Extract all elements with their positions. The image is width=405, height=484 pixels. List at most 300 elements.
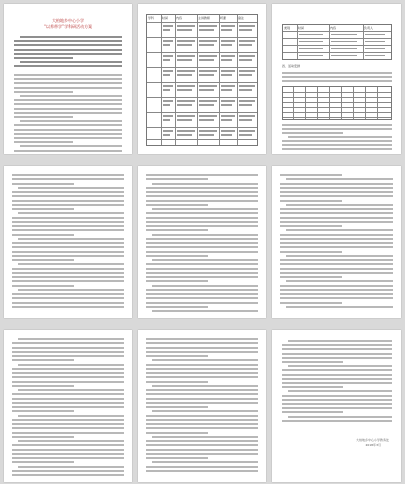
text-line bbox=[146, 338, 258, 340]
table-cell-text bbox=[221, 59, 232, 61]
text-line bbox=[146, 389, 258, 391]
text-line bbox=[12, 276, 124, 278]
text-line bbox=[12, 246, 124, 248]
text-line bbox=[282, 353, 392, 355]
table-row-divider bbox=[283, 45, 391, 46]
signature-organization: 大柏地乡中心小学教务处 bbox=[355, 438, 389, 442]
text-line bbox=[14, 40, 122, 42]
table-cell-text bbox=[299, 41, 323, 43]
text-line bbox=[18, 238, 124, 240]
text-line bbox=[146, 368, 258, 370]
table-cell-text bbox=[177, 25, 195, 27]
text-line bbox=[14, 74, 122, 76]
text-line bbox=[280, 263, 393, 265]
text-line bbox=[282, 132, 343, 134]
text-line bbox=[12, 398, 124, 400]
table-cell-text bbox=[221, 55, 235, 57]
text-line bbox=[146, 174, 258, 176]
text-line bbox=[146, 195, 258, 197]
text-line bbox=[282, 411, 343, 413]
text-line bbox=[280, 212, 393, 214]
text-line bbox=[286, 306, 393, 308]
table-header-cell: 负责人 bbox=[364, 26, 374, 30]
table-row-divider bbox=[147, 127, 257, 128]
table-cell-text bbox=[221, 70, 235, 72]
text-line bbox=[12, 195, 124, 197]
text-line bbox=[280, 217, 393, 219]
table-cell-text bbox=[163, 29, 170, 31]
table-row-divider bbox=[283, 97, 391, 98]
text-line bbox=[20, 61, 122, 63]
text-line bbox=[12, 372, 124, 374]
text-line bbox=[18, 289, 124, 291]
text-line bbox=[146, 276, 258, 278]
text-line bbox=[280, 285, 393, 287]
document-page-1 bbox=[4, 4, 132, 154]
text-line bbox=[146, 293, 258, 295]
text-line bbox=[146, 251, 258, 253]
text-line bbox=[280, 238, 393, 240]
text-line bbox=[146, 268, 258, 270]
text-line bbox=[14, 124, 122, 126]
table-row-divider bbox=[147, 97, 257, 98]
table-cell-text bbox=[239, 89, 252, 91]
table-cell-text bbox=[177, 70, 195, 72]
text-line bbox=[282, 348, 392, 350]
text-line bbox=[146, 297, 258, 299]
table-cell-text bbox=[163, 59, 170, 61]
table-row-divider bbox=[283, 38, 391, 39]
text-line bbox=[14, 87, 122, 89]
text-line bbox=[14, 133, 122, 135]
text-line bbox=[18, 440, 124, 442]
table-header-cell: 时间 bbox=[298, 26, 305, 30]
table-cell-text bbox=[239, 115, 255, 117]
text-line bbox=[18, 338, 124, 340]
page-subtitle: “以养带学”学科研活动方案 bbox=[43, 24, 93, 29]
text-line bbox=[12, 457, 124, 459]
table-cell-text bbox=[177, 119, 192, 121]
text-line bbox=[12, 368, 124, 370]
text-line bbox=[146, 242, 258, 244]
text-line bbox=[280, 293, 393, 295]
table-cell-text bbox=[199, 119, 214, 121]
table-cell-text bbox=[177, 59, 192, 61]
text-line bbox=[12, 376, 124, 378]
text-line bbox=[12, 174, 124, 176]
document-page-5 bbox=[138, 166, 266, 318]
text-line bbox=[14, 112, 122, 114]
text-line bbox=[12, 293, 124, 295]
table-column-divider bbox=[175, 15, 176, 145]
text-line bbox=[280, 289, 393, 291]
table-cell-text bbox=[221, 40, 235, 42]
table-cell-text bbox=[163, 119, 170, 121]
text-line bbox=[146, 381, 208, 383]
table-cell-text bbox=[239, 134, 252, 136]
text-line bbox=[146, 440, 258, 442]
text-line bbox=[280, 302, 342, 304]
table-cell-text bbox=[239, 70, 255, 72]
table-cell-text bbox=[163, 40, 173, 42]
text-line bbox=[282, 144, 392, 146]
text-line bbox=[12, 178, 124, 180]
table-cell-text bbox=[177, 40, 195, 42]
text-line bbox=[286, 280, 393, 282]
text-line bbox=[282, 80, 392, 82]
table-cell-text bbox=[221, 85, 235, 87]
text-line bbox=[146, 229, 208, 231]
table-cell-text bbox=[163, 89, 170, 91]
text-line bbox=[152, 259, 258, 261]
text-line bbox=[12, 251, 124, 253]
section-heading: 四、活动安排 bbox=[282, 64, 301, 68]
table-cell-text bbox=[177, 55, 195, 57]
text-line bbox=[12, 347, 124, 349]
table-cell-text bbox=[199, 70, 217, 72]
text-line bbox=[288, 390, 392, 392]
text-line bbox=[152, 183, 258, 185]
document-page-9 bbox=[272, 330, 401, 482]
text-line bbox=[286, 229, 393, 231]
text-line bbox=[146, 204, 208, 206]
table-cell-text bbox=[199, 115, 217, 117]
table-cell-text bbox=[163, 74, 170, 76]
text-line bbox=[12, 280, 124, 282]
table-header-cell: 听课 bbox=[220, 16, 227, 20]
table-header-cell: 主讲教师 bbox=[198, 16, 211, 20]
text-line bbox=[18, 415, 124, 417]
text-line bbox=[20, 145, 122, 147]
table-cell-text bbox=[221, 89, 232, 91]
text-line bbox=[152, 359, 258, 361]
text-line bbox=[12, 234, 74, 236]
text-line bbox=[280, 225, 342, 227]
text-line bbox=[12, 470, 124, 472]
text-line bbox=[280, 259, 393, 261]
text-line bbox=[18, 263, 124, 265]
text-line bbox=[288, 340, 392, 342]
table-row-divider bbox=[283, 52, 391, 53]
table-header-cell: 内容 bbox=[330, 26, 337, 30]
text-line bbox=[152, 285, 258, 287]
text-line bbox=[12, 385, 74, 387]
signature-date: 2018年3月 bbox=[365, 443, 381, 447]
table-cell-text bbox=[239, 40, 255, 42]
score-table bbox=[282, 86, 392, 120]
text-line bbox=[286, 255, 393, 257]
text-line bbox=[12, 436, 74, 438]
table-header-cell: 类别 bbox=[284, 26, 291, 30]
text-line bbox=[280, 251, 342, 253]
text-line bbox=[280, 183, 393, 185]
text-line bbox=[282, 378, 392, 380]
table-cell-text bbox=[221, 104, 232, 106]
document-page-3 bbox=[272, 4, 401, 154]
text-line bbox=[14, 103, 122, 105]
text-line bbox=[282, 148, 392, 150]
text-line bbox=[152, 208, 258, 210]
text-line bbox=[152, 410, 258, 412]
text-line bbox=[146, 238, 258, 240]
text-line bbox=[12, 444, 124, 446]
text-line bbox=[280, 208, 393, 210]
text-line bbox=[12, 268, 124, 270]
table-cell-text bbox=[331, 41, 357, 43]
text-line bbox=[12, 351, 124, 353]
text-line bbox=[146, 415, 258, 417]
text-line bbox=[12, 359, 74, 361]
table-cell-text bbox=[365, 48, 385, 50]
table-cell-text bbox=[239, 44, 252, 46]
table-header-cell: 时间 bbox=[162, 16, 169, 20]
text-line bbox=[282, 382, 392, 384]
table-cell-text bbox=[331, 48, 357, 50]
text-line bbox=[280, 272, 393, 274]
table-cell-text bbox=[365, 55, 385, 57]
table-row-divider bbox=[147, 37, 257, 38]
text-line bbox=[14, 49, 122, 51]
table-row-divider bbox=[147, 22, 257, 23]
text-line bbox=[280, 200, 342, 202]
text-line bbox=[12, 200, 124, 202]
text-line bbox=[282, 407, 392, 409]
text-line bbox=[18, 389, 124, 391]
text-line bbox=[12, 191, 124, 193]
text-line bbox=[146, 355, 208, 357]
text-line bbox=[14, 108, 122, 110]
text-line bbox=[18, 187, 124, 189]
text-line bbox=[12, 449, 124, 451]
text-line bbox=[286, 178, 393, 180]
text-line bbox=[146, 221, 258, 223]
table-cell-text bbox=[163, 100, 173, 102]
text-line bbox=[12, 427, 124, 429]
table-cell-text bbox=[163, 55, 173, 57]
table-row-divider bbox=[147, 139, 257, 140]
text-line bbox=[146, 470, 258, 472]
table-cell-text bbox=[163, 70, 173, 72]
text-line bbox=[282, 128, 392, 130]
table-cell-text bbox=[221, 29, 232, 31]
table-cell-text bbox=[163, 104, 170, 106]
text-line bbox=[12, 410, 74, 412]
text-line bbox=[146, 246, 258, 248]
text-line bbox=[282, 403, 392, 405]
table-cell-text bbox=[177, 85, 195, 87]
table-cell-text bbox=[239, 130, 255, 132]
document-page-8 bbox=[138, 330, 266, 482]
text-line bbox=[146, 449, 258, 451]
text-line bbox=[146, 306, 208, 308]
text-line bbox=[282, 399, 392, 401]
table-header-cell: 学科 bbox=[148, 16, 155, 20]
text-line bbox=[288, 136, 392, 138]
table-cell-text bbox=[163, 25, 173, 27]
table-cell-text bbox=[331, 55, 357, 57]
text-line bbox=[12, 297, 124, 299]
text-line bbox=[18, 212, 124, 214]
text-line bbox=[146, 376, 258, 378]
table-cell-text bbox=[199, 85, 217, 87]
text-line bbox=[152, 234, 258, 236]
text-line bbox=[152, 461, 258, 463]
text-line bbox=[146, 200, 258, 202]
table-row-divider bbox=[283, 112, 391, 113]
text-line bbox=[146, 342, 258, 344]
text-line bbox=[14, 150, 122, 152]
text-line bbox=[146, 289, 258, 291]
table-cell-text bbox=[199, 59, 214, 61]
text-line bbox=[12, 208, 74, 210]
text-line bbox=[282, 361, 343, 363]
document-page-6 bbox=[272, 166, 401, 318]
text-line bbox=[12, 342, 124, 344]
text-line bbox=[282, 420, 392, 422]
text-line bbox=[282, 76, 392, 78]
table-cell-text bbox=[177, 29, 192, 31]
text-line bbox=[18, 466, 124, 468]
text-line bbox=[282, 386, 343, 388]
text-line bbox=[146, 402, 258, 404]
table-cell-text bbox=[199, 130, 217, 132]
activity-table bbox=[282, 24, 392, 60]
text-line bbox=[14, 57, 73, 59]
text-line bbox=[282, 395, 392, 397]
table-cell-text bbox=[199, 25, 217, 27]
table-row-divider bbox=[147, 82, 257, 83]
text-line bbox=[12, 255, 124, 257]
table-cell-text bbox=[239, 100, 255, 102]
text-line bbox=[12, 217, 124, 219]
table-header-cell: 备注 bbox=[238, 16, 245, 20]
text-line bbox=[146, 457, 208, 459]
text-line bbox=[282, 140, 392, 142]
text-line bbox=[14, 78, 122, 80]
table-cell-text bbox=[177, 104, 192, 106]
text-line bbox=[12, 225, 124, 227]
table-cell-text bbox=[199, 100, 217, 102]
text-line bbox=[12, 229, 124, 231]
table-row-divider bbox=[147, 112, 257, 113]
table-cell-text bbox=[239, 25, 255, 27]
text-line bbox=[146, 280, 208, 282]
schedule-table bbox=[146, 14, 258, 146]
text-line bbox=[12, 221, 124, 223]
text-line bbox=[14, 141, 73, 143]
table-column-divider bbox=[161, 15, 162, 145]
text-line bbox=[146, 423, 258, 425]
table-cell-text bbox=[199, 55, 217, 57]
text-line bbox=[12, 285, 74, 287]
text-line bbox=[282, 72, 392, 74]
text-line bbox=[280, 268, 393, 270]
text-line bbox=[12, 204, 124, 206]
text-line bbox=[12, 423, 124, 425]
text-line bbox=[14, 99, 122, 101]
table-cell-text bbox=[365, 34, 385, 36]
text-line bbox=[146, 427, 258, 429]
text-line bbox=[12, 406, 124, 408]
text-line bbox=[12, 183, 74, 185]
text-line bbox=[152, 436, 258, 438]
table-cell-text bbox=[221, 100, 235, 102]
table-cell-text bbox=[199, 104, 214, 106]
table-cell-text bbox=[239, 104, 252, 106]
text-line bbox=[12, 381, 124, 383]
text-line bbox=[280, 234, 393, 236]
text-line bbox=[12, 453, 124, 455]
table-cell-text bbox=[177, 100, 195, 102]
text-line bbox=[280, 246, 393, 248]
text-line bbox=[146, 272, 258, 274]
table-row-divider bbox=[283, 117, 391, 118]
text-line bbox=[14, 44, 122, 46]
text-line bbox=[12, 302, 124, 304]
text-line bbox=[288, 416, 392, 418]
text-line bbox=[20, 95, 122, 97]
table-cell-text bbox=[163, 115, 173, 117]
table-column-divider bbox=[197, 15, 198, 145]
text-line bbox=[18, 364, 124, 366]
table-header-cell: 内容 bbox=[176, 16, 183, 20]
table-cell-text bbox=[239, 55, 255, 57]
table-cell-text bbox=[221, 44, 232, 46]
text-line bbox=[14, 116, 73, 118]
text-line bbox=[12, 272, 124, 274]
text-line bbox=[280, 297, 393, 299]
text-line bbox=[146, 432, 208, 434]
text-line bbox=[282, 344, 392, 346]
table-cell-text bbox=[199, 74, 214, 76]
document-page-2 bbox=[138, 4, 266, 154]
text-line bbox=[12, 402, 124, 404]
table-cell-text bbox=[163, 85, 173, 87]
text-line bbox=[14, 91, 73, 93]
table-cell-text bbox=[239, 85, 255, 87]
text-line bbox=[146, 212, 258, 214]
text-line bbox=[146, 453, 258, 455]
text-line bbox=[282, 357, 392, 359]
table-row-divider bbox=[283, 102, 391, 103]
table-cell-text bbox=[163, 134, 170, 136]
text-line bbox=[12, 242, 124, 244]
table-row-divider bbox=[147, 67, 257, 68]
text-line bbox=[146, 302, 258, 304]
table-cell-text bbox=[299, 48, 323, 50]
text-line bbox=[280, 174, 342, 176]
document-page-7 bbox=[4, 330, 132, 482]
text-line bbox=[12, 474, 124, 476]
table-cell-text bbox=[177, 44, 192, 46]
table-cell-text bbox=[177, 115, 195, 117]
table-cell-text bbox=[365, 41, 385, 43]
text-line bbox=[12, 306, 124, 308]
table-cell-text bbox=[199, 44, 214, 46]
table-row-divider bbox=[283, 31, 391, 32]
text-line bbox=[282, 374, 392, 376]
table-cell-text bbox=[221, 130, 235, 132]
text-line bbox=[12, 432, 124, 434]
text-line bbox=[14, 53, 122, 55]
text-line bbox=[146, 225, 258, 227]
table-cell-text bbox=[239, 119, 252, 121]
text-line bbox=[146, 178, 208, 180]
text-line bbox=[280, 221, 393, 223]
text-line bbox=[146, 364, 258, 366]
table-cell-text bbox=[299, 55, 323, 57]
text-line bbox=[12, 393, 124, 395]
